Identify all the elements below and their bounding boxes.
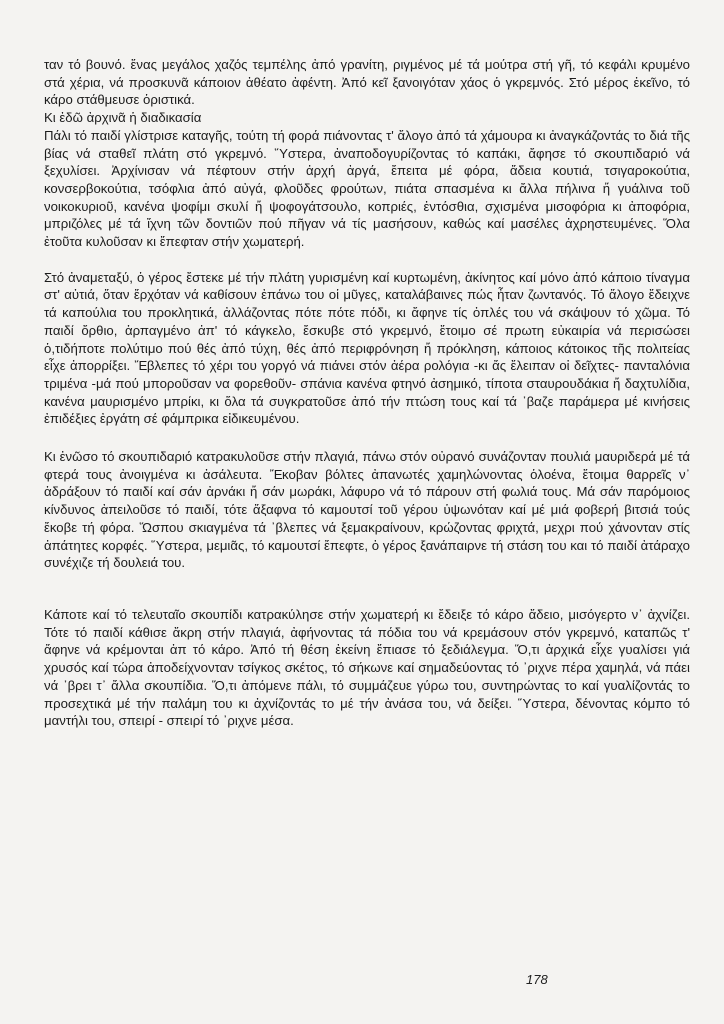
paragraph-3: Πάλι τό παιδί γλίστρισε καταγῆς, τούτη τή φορά πιάνοντας τ' ἄλογο ἀπό τά χάμουρα κι ἀναγκάζοντάς το διά τῆς βίας νά σταθεῖ πλάτη στό γκρεμνό. Ὕστερα, ἀναποδογυρίζοντας τό καπάκι, ἄφησε τό σκουπιδαριό νά ξεχυλίσει. Ἀρχίνισαν νά πέφτουν στήν ἀρχή ἀργά, ἔπειτα μέ φόρα, ἄδεια κουτιά, τσιγαροκούτια, κονσερβοκούτια, τσόφλια ἀπό αὐγά, φλοῦδες φρούτων, πιάτα σπασμένα κι ἄλλα πήλινα ἤ γυάλινα τοῦ νοικοκυριοῦ, κανένα ψοφίμι σκυλί ἤ ψοφογάτσουλο, κοπριές, ἐντόσθια, σχισμένα μισοφόρια κι ἀποφόρια, μπριζόλες μέ τά ἴχνη τῶν δοντιῶν πού πῆγαν νά τίς μασήσουν, καθώς καί μασέλες ἀχρηστευμένες. Ὅλα ἐτοῦτα κυλοῦσαν κι ἔπεφταν στήν χωματερή. <box>44 127 690 250</box>
paragraph-2: Κι ἐδῶ ἀρχινᾶ ἡ διαδικασία <box>44 110 202 126</box>
paragraph-6: Κάποτε καί τό τελευταῖο σκουπίδι κατρακύλησε στήν χωματερή κι ἔδειξε τό κάρο ἄδειο, μισόγερτο ν᾽ ἀχνίζει. Τότε τό παιδί κάθισε ἄκρη στήν πλαγιά, ἀφήνοντας τά πόδια του νά κρεμάσουν στόν γκρεμνό, καταπῶς τ' ἄφηνε νά κρέμονται ἀπ τό κάρο. Ἀπό τή θέση ἐκείνη ἔπιασε τό ξεδιάλεγμα. Ὅ,τι ἀρχικά εἶχε γυαλίσει γιά χρυσός καί τώρα ἀποδείχνονταν τσίγκος σκέτος, τό σήκωνε καί σημαδεύοντας τό ᾽ριχνε πέρα χαμηλά, νά πάει νά ᾽βρει τ᾽ ἄλλα σκουπίδια. Ὅ,τι ἀπόμενε πάλι, τό συμμάζευε γύρω του, συντηρώντας το καί γυαλίζοντάς το προσεχτικά μέ τήν παλάμη του κι ἀχνίζοντάς το μέ τήν ἀνάσα του, νά δείξει. Ὕστερα, δένοντας κόμπο τό μαντήλι του, σπειρί - σπειρί τό ᾽ριχνε μέσα. <box>44 606 690 729</box>
text-block-3 <box>44 448 690 572</box>
text-block-4 <box>44 606 690 730</box>
text-block-1 <box>44 56 690 251</box>
paragraph-5: Κι ἐνῶσο τό σκουπιδαριό κατρακυλοῦσε στήν πλαγιά, πάνω στόν οὐρανό συνάζονταν πουλιά μαυριδερά μέ τά φτερά τους ἀνοιγμένα κι ἀσάλευτα. Ἔκοβαν βόλτες ἀπανωτές χαμηλώνοντας ὁλοένα, ἕτοιμα θαρρεῖς ν᾽ ἁδράξουν τό παιδί καί σάν ἀρνάκι ἤ σάν μωράκι, λάφυρο νά τό πάρουν στή φωλιά τους. Μά σάν παρόμοιος κίνδυνος ἀπειλοῦσε τό παιδί, τότε ἄξαφνα τό καμουτσί τοῦ γέρου ὑψωνόταν καί μέ μιά φοβερή βιτσιά τούς ἔκοβε τή φόρα. Ὥσπου σκιαγμένα τά ᾽βλεπες νά ξεμακραίνουν, κρώζοντας φριχτά, μεχρι πού χάνονταν στίς ἀπάτητες κορφές. Ὕστερα, μεμιᾶς, τό καμουτσί ἔπεφτε, ὁ γέρος ξανάπαιρνε τή στάση του και τό παιδί ἀτάραχο συνέχιζε τή δουλειά του. <box>44 449 690 571</box>
paragraph-4: Στό ἀναμεταξύ, ὁ γέρος ἔστεκε μέ τήν πλάτη γυρισμένη καί κυρτωμένη, ἀκίνητος καί μόνο ἀπό κάποιο τίναγμα στ' αὐτιά, ὅταν ἔρχόταν νά καθίσουν ἐπάνω του οἱ μῦγες, καταλάβαινες πώς ἦταν ζωντανός. Τό ἄλογο ἔδειχνε τά καπούλια του προκλητικά, ἀλλάζοντας πότε πότε πόδι, κι ἄφηνε τίς ὀπλές του νά σκάψουν τό χῶμα. Τό παιδί ὄρθιο, ἁρπαγμένο ἀπ' τό κάγκελο, ἔσκυβε στό γκρεμνό, ἕτοιμο σέ πρωτη εὐκαιρία νά περισώσει ὁ,τιδήποτε πολύτιμο πού θές ἀπό τύχη, θές ἀπό περιφρόνηση ἤ πρόκληση, κάποιος κάτοικος τῆς πολιτείας εἶχε ἀπορρίξει. Ἔβλεπες τό χέρι του γοργό νά πιάνει στόν ἀέρα ρολόγια -κι ἄς ἔλειπαν οἱ δεῖχτες- πανταλόνια τριμένα -μά πού μποροῦσαν να φορεθοῦν- σπάνια κανένα φτηνό ἀσημικό, τίποτα σταυρουδάκια ἤ δαχτυλίδια, κανένα μαυρισμένο μπρίκι, κι ὅλα τά συγκρατοῦσε ἀπό τήν πτώση τους καί τά ᾽βαζε παράμερα μέ κινήσεις ἐπιδέξιες ἐργάτη σέ φάμπρικα εἰδικευμένου. <box>44 269 690 427</box>
paragraph-1: ταν τό βουνό. ἕνας μεγάλος χαζός τεμπέλης ἀπό γρανίτη, ριγμένος μέ τά μούτρα στή γῆ, τό κεφάλι κρυμένο στά χέρια, νά προσκυνᾶ κάποιον ἀθέατο ἀφέντη. Ἀπό κεῖ ξανοιγόταν χάος ὁ γκρεμνός. Στό μέρος ἐκεῖνο, τό κάρο στάθμευσε ὁριστικά. <box>44 57 690 108</box>
page-number: 178 <box>526 972 548 987</box>
text-block-2 <box>44 269 690 428</box>
page-body <box>44 56 690 730</box>
